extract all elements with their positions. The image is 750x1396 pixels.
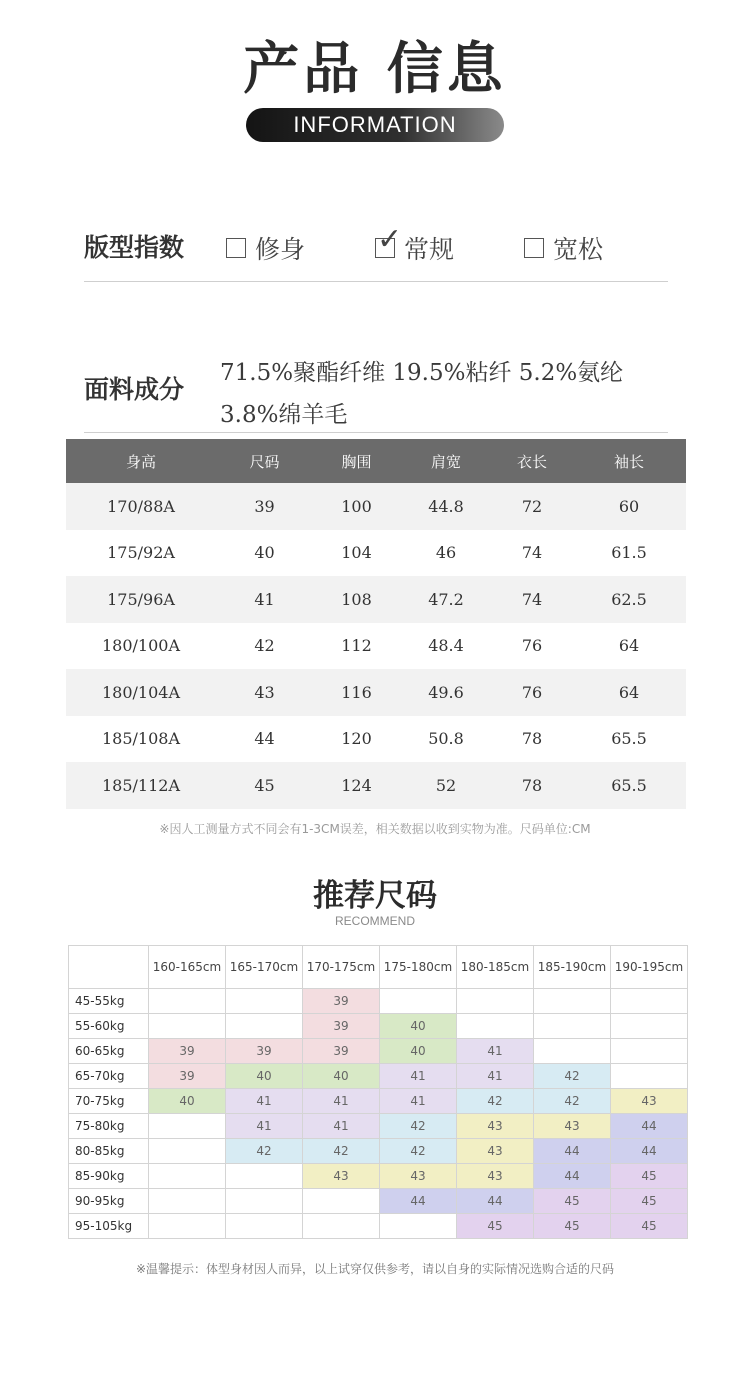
size-cell: 104: [341, 543, 372, 563]
information-badge: INFORMATION: [246, 108, 504, 142]
recommend-size-cell: 41: [457, 1064, 534, 1089]
fabric-composition-line-1: 71.5%聚酯纤维 19.5%粘纤 5.2%氨纶: [220, 360, 624, 386]
recommend-row: [69, 1014, 688, 1039]
weight-label: 60-65kg: [69, 1039, 149, 1064]
size-row: [66, 716, 686, 763]
recommend-size-cell: [457, 1014, 534, 1039]
size-cell: 175/92A: [107, 543, 175, 563]
size-cell: 43: [216, 669, 313, 716]
size-cell: 47.2: [400, 576, 492, 623]
size-cell: 185/108A: [101, 729, 181, 749]
recommend-size-cell: 44: [534, 1139, 611, 1164]
size-cell: 180/104A: [66, 669, 216, 716]
header-chest: 胸围: [313, 439, 400, 483]
recommend-size-cell: 41: [303, 1089, 380, 1114]
recommend-header-row: [69, 946, 688, 989]
recommend-row: [69, 1089, 688, 1114]
header-sleeve: 袖长: [572, 439, 686, 483]
unchecked-box-icon: [524, 238, 544, 258]
recommend-size-cell: 40: [149, 1089, 226, 1114]
recommend-size-cell: 42: [457, 1089, 534, 1114]
size-cell: 124: [313, 762, 400, 809]
weight-label: 55-60kg: [69, 1014, 149, 1039]
size-cell: 60: [572, 483, 686, 530]
recommend-size-cell: [380, 989, 457, 1014]
recommend-size-cell: [226, 1014, 303, 1039]
size-cell: 44: [254, 729, 275, 749]
measurement-note: ※因人工测量方式不同会有1-3CM误差，相关数据以收到实物为准。尺码单位:CM: [159, 822, 591, 836]
recommend-size-cell: [149, 989, 226, 1014]
recommend-size-cell: 41: [226, 1089, 303, 1114]
size-cell: 78: [521, 729, 543, 749]
recommend-size-cell: 45: [534, 1189, 611, 1214]
divider: [84, 281, 668, 282]
recommend-size-cell: 44: [611, 1114, 688, 1139]
recommend-size-cell: 42: [380, 1139, 457, 1164]
recommend-size-cell: 42: [226, 1139, 303, 1164]
size-cell: 48.4: [428, 636, 464, 656]
recommend-size-cell: 44: [380, 1189, 457, 1214]
recommend-size-cell: 40: [303, 1064, 380, 1089]
header-shoulder: 肩宽: [400, 439, 492, 483]
size-row: [66, 483, 686, 530]
weight-label: 90-95kg: [69, 1189, 149, 1214]
size-cell: 44.8: [400, 483, 492, 530]
page-title: 产品 信息: [243, 37, 507, 102]
recommend-size-cell: [226, 989, 303, 1014]
size-row: [66, 669, 686, 716]
recommend-row: [69, 1189, 688, 1214]
recommend-size-cell: 45: [457, 1214, 534, 1239]
size-cell: 170/88A: [66, 483, 216, 530]
recommend-size-cell: [149, 1139, 226, 1164]
height-header: 180-185cm: [457, 946, 534, 989]
recommend-size-cell: [149, 1189, 226, 1214]
recommend-size-cell: [149, 1214, 226, 1239]
size-row: [66, 576, 686, 623]
fit-option-slim-label: 修身: [255, 235, 306, 264]
size-table: [66, 439, 686, 809]
recommend-size-cell: [534, 1039, 611, 1064]
recommend-row: [69, 1139, 688, 1164]
recommend-size-cell: 43: [380, 1164, 457, 1189]
recommend-size-cell: [611, 1014, 688, 1039]
recommend-size-cell: [457, 989, 534, 1014]
recommend-size-cell: 40: [380, 1039, 457, 1064]
recommend-size-cell: 42: [534, 1064, 611, 1089]
size-cell: 61.5: [611, 543, 647, 563]
size-cell: 108: [313, 576, 400, 623]
recommend-size-cell: 42: [534, 1089, 611, 1114]
recommend-size-cell: 39: [303, 1039, 380, 1064]
size-cell: 175/96A: [66, 576, 216, 623]
weight-label: 65-70kg: [69, 1064, 149, 1089]
size-row: [66, 530, 686, 577]
size-cell: 120: [341, 729, 372, 749]
recommend-size-cell: 44: [534, 1164, 611, 1189]
recommend-size-cell: 43: [457, 1114, 534, 1139]
weight-label: 85-90kg: [69, 1164, 149, 1189]
checkmark-icon: ✓: [377, 222, 403, 257]
fit-tip-note: ※温馨提示：体型身材因人而异，以上试穿仅供参考，请以自身的实际情况选购合适的尺码: [135, 1262, 615, 1276]
size-cell: 185/112A: [66, 762, 216, 809]
weight-label: 70-75kg: [69, 1089, 149, 1114]
size-cell: 100: [313, 483, 400, 530]
recommend-size-cell: 43: [611, 1089, 688, 1114]
recommend-size-cell: 39: [226, 1039, 303, 1064]
size-cell: 42: [254, 636, 275, 656]
recommend-table: [68, 945, 688, 1239]
size-cell: 65.5: [611, 729, 647, 749]
size-cell: 64: [618, 636, 640, 656]
size-cell: 74: [521, 543, 543, 563]
recommend-size-cell: 39: [303, 1014, 380, 1039]
recommend-size-cell: [380, 1214, 457, 1239]
height-header: 185-190cm: [534, 946, 611, 989]
recommend-title: 推荐尺码: [313, 878, 437, 914]
size-cell: 116: [313, 669, 400, 716]
height-header: 165-170cm: [226, 946, 303, 989]
recommend-size-cell: 41: [380, 1089, 457, 1114]
recommend-size-cell: [226, 1189, 303, 1214]
height-header: 175-180cm: [380, 946, 457, 989]
fit-option-regular: [375, 222, 455, 266]
weight-label: 95-105kg: [69, 1214, 149, 1239]
fabric-label: 面料成分: [84, 375, 185, 404]
fit-option-loose: [524, 230, 603, 266]
height-header: 160-165cm: [149, 946, 226, 989]
recommend-size-cell: [226, 1164, 303, 1189]
recommend-size-cell: [611, 1064, 688, 1089]
height-header: 190-195cm: [611, 946, 688, 989]
recommend-size-cell: 45: [534, 1214, 611, 1239]
fit-option-loose-label: 宽松: [553, 235, 604, 264]
divider: [84, 432, 668, 433]
size-cell: 180/100A: [101, 636, 181, 656]
recommend-size-cell: 39: [303, 989, 380, 1014]
size-row: [66, 623, 686, 670]
size-cell: 65.5: [572, 762, 686, 809]
recommend-size-cell: [303, 1189, 380, 1214]
recommend-size-cell: [149, 1014, 226, 1039]
recommend-size-cell: 42: [380, 1114, 457, 1139]
weight-label: 80-85kg: [69, 1139, 149, 1164]
recommend-size-cell: 45: [611, 1164, 688, 1189]
recommend-row: [69, 1114, 688, 1139]
recommend-size-cell: 43: [534, 1114, 611, 1139]
recommend-size-cell: 40: [380, 1014, 457, 1039]
fit-option-slim: [226, 230, 305, 266]
size-cell: 50.8: [428, 729, 464, 749]
recommend-size-cell: [534, 1014, 611, 1039]
recommend-size-cell: 45: [611, 1189, 688, 1214]
size-cell: 62.5: [572, 576, 686, 623]
header-height: 身高: [66, 439, 216, 483]
recommend-subtitle: RECOMMEND: [335, 914, 415, 928]
recommend-size-cell: 45: [611, 1214, 688, 1239]
size-cell: 45: [216, 762, 313, 809]
recommend-size-cell: [611, 989, 688, 1014]
header-size: 尺码: [216, 439, 313, 483]
size-cell: 112: [341, 636, 372, 656]
recommend-size-cell: 44: [611, 1139, 688, 1164]
size-cell: 76: [492, 669, 572, 716]
fit-option-regular-label: 常规: [404, 235, 455, 264]
size-cell: 46: [435, 543, 457, 563]
recommend-size-cell: [534, 989, 611, 1014]
recommend-size-cell: 40: [226, 1064, 303, 1089]
recommend-size-cell: [303, 1214, 380, 1239]
recommend-size-cell: 43: [457, 1164, 534, 1189]
size-cell: 52: [400, 762, 492, 809]
recommend-size-cell: 41: [380, 1064, 457, 1089]
recommend-size-cell: [611, 1039, 688, 1064]
recommend-size-cell: 41: [226, 1114, 303, 1139]
height-header: 170-175cm: [303, 946, 380, 989]
recommend-size-cell: [149, 1114, 226, 1139]
recommend-row: [69, 1164, 688, 1189]
fabric-composition-line-2: 3.8%绵羊毛: [220, 402, 348, 428]
size-row: [66, 762, 686, 809]
corner-cell: [69, 946, 149, 989]
recommend-size-cell: 42: [303, 1139, 380, 1164]
recommend-size-cell: 43: [303, 1164, 380, 1189]
recommend-row: [69, 989, 688, 1014]
recommend-size-cell: 41: [303, 1114, 380, 1139]
recommend-row: [69, 1064, 688, 1089]
size-cell: 41: [216, 576, 313, 623]
size-cell: 49.6: [400, 669, 492, 716]
size-cell: 76: [521, 636, 543, 656]
recommend-size-cell: 44: [457, 1189, 534, 1214]
size-cell: 64: [572, 669, 686, 716]
size-table-header: [66, 439, 686, 483]
size-cell: 72: [492, 483, 572, 530]
header-length: 衣长: [492, 439, 572, 483]
size-cell: 39: [216, 483, 313, 530]
checked-box-icon: [375, 222, 403, 258]
recommend-size-cell: 39: [149, 1039, 226, 1064]
size-cell: 78: [492, 762, 572, 809]
weight-label: 75-80kg: [69, 1114, 149, 1139]
recommend-size-cell: 41: [457, 1039, 534, 1064]
recommend-size-cell: 39: [149, 1064, 226, 1089]
recommend-size-cell: 43: [457, 1139, 534, 1164]
fit-index-label: 版型指数: [84, 233, 185, 262]
unchecked-box-icon: [226, 238, 246, 258]
size-cell: 74: [492, 576, 572, 623]
recommend-row: [69, 1039, 688, 1064]
recommend-size-cell: [149, 1164, 226, 1189]
size-cell: 40: [254, 543, 275, 563]
recommend-row: [69, 1214, 688, 1239]
weight-label: 45-55kg: [69, 989, 149, 1014]
recommend-size-cell: [226, 1214, 303, 1239]
